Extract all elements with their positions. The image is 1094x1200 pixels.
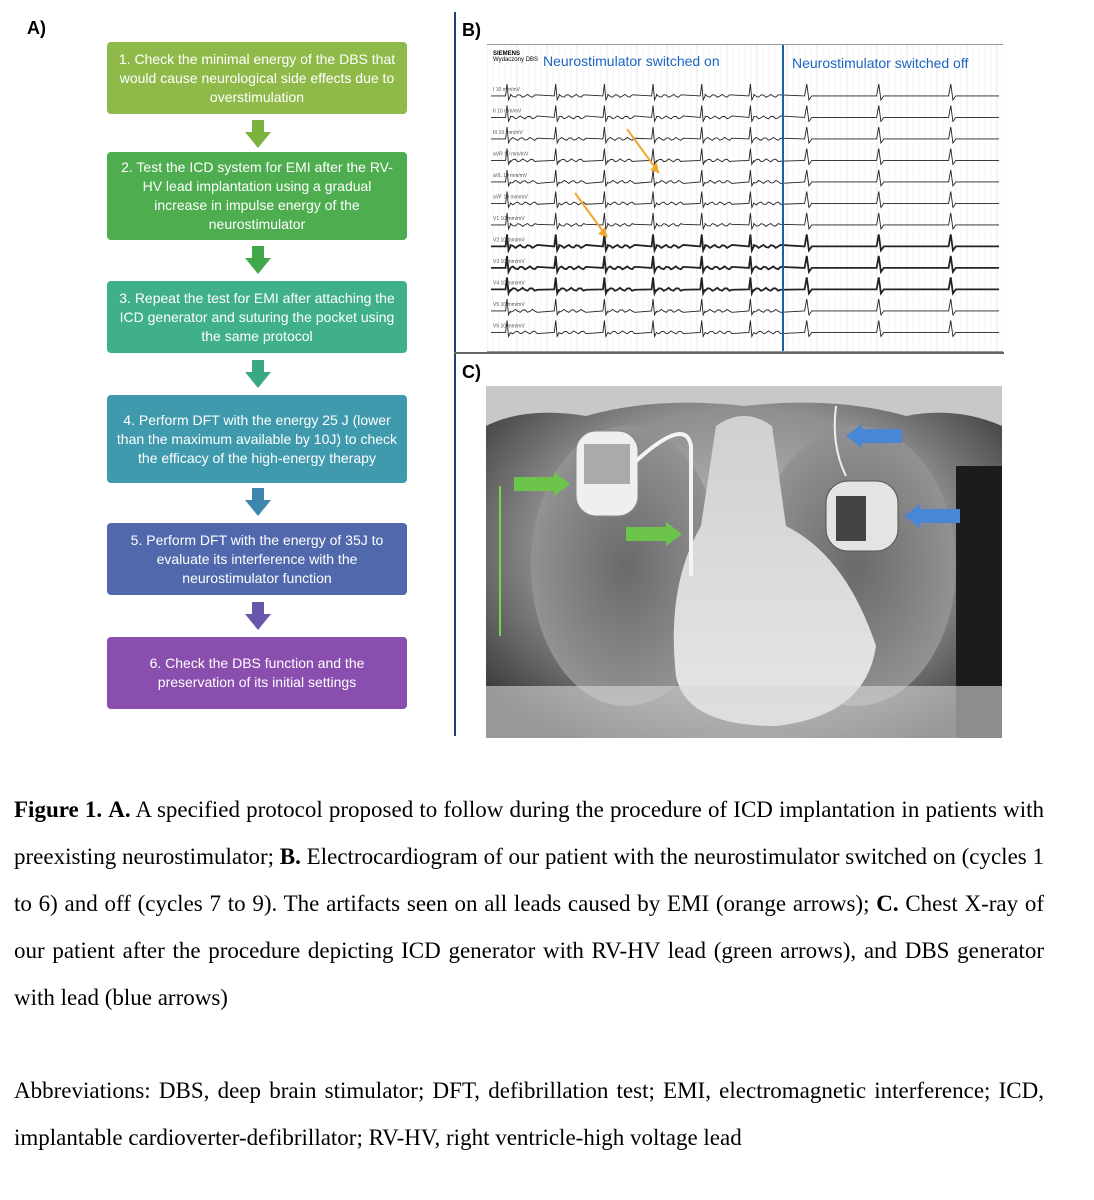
ecg-lead-label: V4 10 mm/mV <box>493 280 525 287</box>
figure-caption <box>14 786 1044 1021</box>
caption-c-text: Chest X-ray of our patient after the procedure depicting ICD generator with RV-HV lead (green arrows), and DBS generator with lead (blue arrows) <box>14 891 1045 1010</box>
arrow-shape-2 <box>245 246 271 274</box>
protocol-step-4: 4. Perform DFT with the energy 25 J (lower than the maximum available by 10J) to check the efficacy of the high-energy therapy <box>107 395 407 483</box>
ecg-lead-label: aVR 10 mm/mV <box>493 151 529 158</box>
panel-c-label: C) <box>462 362 481 382</box>
caption-b-label: B. <box>279 844 301 869</box>
ecg-device-brand: SIEMENS <box>493 51 521 57</box>
caption-fig-label: Figure 1. <box>14 797 103 822</box>
protocol-step-5: 5. Perform DFT with the energy of 35J to evaluate its interference with the neurostimulator function <box>107 523 407 595</box>
arrow-shape-5 <box>245 602 271 630</box>
arrow-shape-1 <box>245 120 271 148</box>
ecg-lead-label: I 10 mm/mV <box>493 87 520 93</box>
ecg-trace <box>487 45 1003 351</box>
diaphragm <box>486 686 1002 738</box>
ecg-lead-label: V3 10 mm/mV <box>493 259 525 265</box>
protocol-step-6: 6. Check the DBS function and the preservation of its initial settings <box>107 637 407 709</box>
ecg-lead-label: aVL 10 mm/mV <box>493 173 528 179</box>
icd-circuit <box>584 444 630 484</box>
ecg-lead-label: aVF 10 mm/mV <box>493 194 528 201</box>
down-arrow-icon <box>245 360 271 388</box>
icd-generator <box>576 431 638 516</box>
caption-a-text: A specified protocol proposed to follow during the procedure of ICD implantation in patients with preexisting neurostimulator; <box>14 797 1045 869</box>
protocol-step-3: 3. Repeat the test for EMI after attaching the ICD generator and suturing the pocket using the same protocol <box>107 281 407 353</box>
ecg-lead-label: III 10 mm/mV <box>493 130 523 136</box>
down-arrow-icon <box>245 602 271 630</box>
abbreviations: Abbreviations: DBS, deep brain stimulator; DFT, defibrillation test; EMI, electromagnetic interference; ICD, implantable cardioverter-defibrillator; RV-HV, right ventricle-high voltage lead <box>14 1078 1044 1150</box>
ecg-device-sub: Wydaczony DBS <box>493 57 538 63</box>
ecg-label-on: Neurostimulator switched on <box>543 53 720 69</box>
down-arrow-icon <box>245 246 271 274</box>
arrow-shape-4 <box>245 488 271 516</box>
down-arrow-icon <box>245 120 271 148</box>
ecg-panel <box>487 44 1003 352</box>
ecg-lead-label: V2 10 mm/mV <box>493 237 525 244</box>
ecg-lead-label: II 10 mm/mV <box>493 108 522 115</box>
chest-xray <box>486 386 1002 738</box>
ecg-label-off: Neurostimulator switched off <box>792 55 969 71</box>
ecg-lead-label: V6 10 mm/mV <box>493 323 525 330</box>
protocol-step-2: 2. Test the ICD system for EMI after the RV-HV lead implantation using a gradual increase in impulse energy of the neurostimulator <box>107 152 407 240</box>
protocol-step-1: 1. Check the minimal energy of the DBS that would cause neurological side effects due to overstimulation <box>107 42 407 114</box>
ecg-lead-label: V1 10 mm/mV <box>493 216 525 222</box>
down-arrow-icon <box>245 488 271 516</box>
dbs-circuit <box>836 496 866 541</box>
caption-a-label: A. <box>108 797 131 822</box>
panel-b-label: B) <box>462 20 481 40</box>
caption-b-text: Electrocardiogram of our patient with the neurostimulator switched on (cycles 1 to 6) and off (cycles 7 to 9). The artifacts seen on all leads caused by EMI (orange arrows); <box>14 844 1045 916</box>
dbs-generator <box>826 481 898 551</box>
panel-a-label: A) <box>27 18 46 38</box>
chest-xray-image <box>486 386 1002 738</box>
arrow-shape-3 <box>245 360 271 388</box>
caption-c-label: C. <box>876 891 899 916</box>
panel-divider-vertical <box>454 12 456 736</box>
ecg-lead-label: V5 10 mm/mV <box>493 302 525 308</box>
